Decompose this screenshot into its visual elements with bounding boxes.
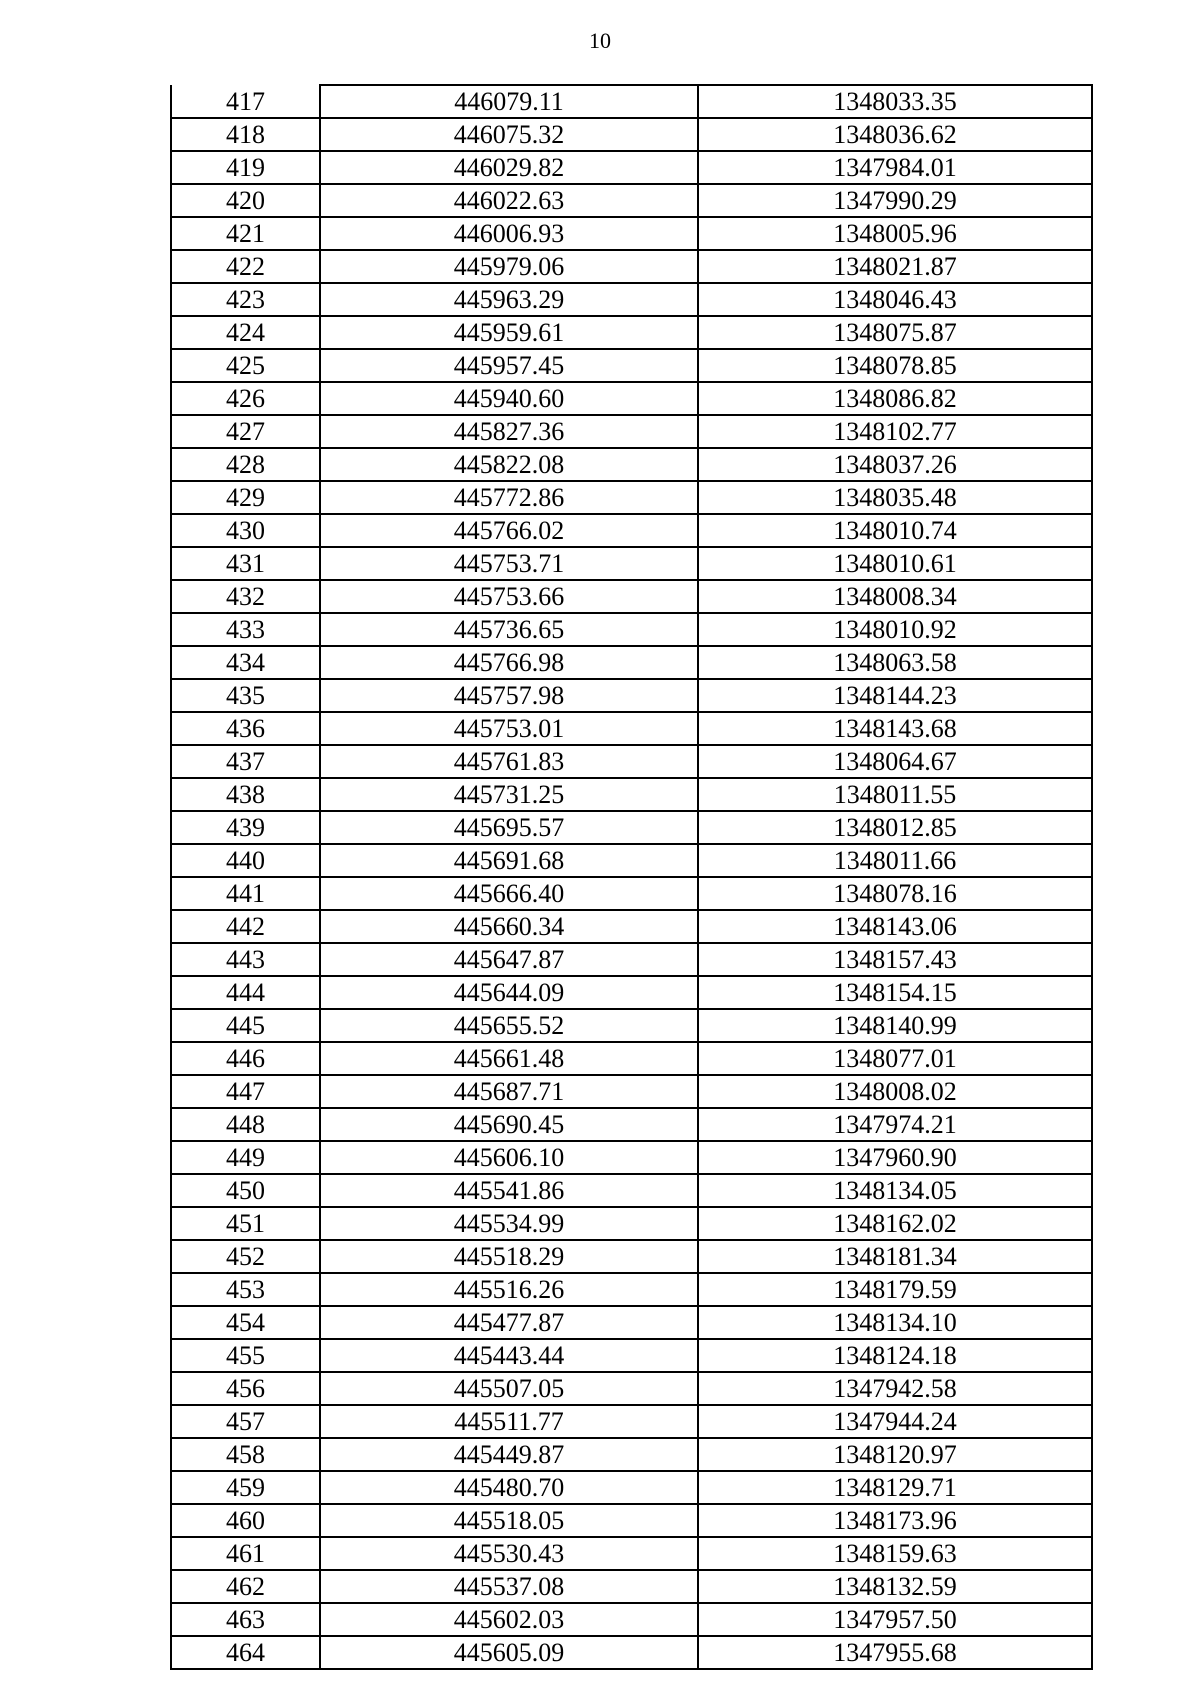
x-coordinate-cell: 445691.68 bbox=[320, 844, 698, 877]
point-number-cell: 430 bbox=[171, 514, 320, 547]
table-row bbox=[171, 514, 1092, 547]
y-coordinate-cell: 1347942.58 bbox=[698, 1372, 1092, 1405]
table-row bbox=[171, 1537, 1092, 1570]
x-coordinate-cell: 445507.05 bbox=[320, 1372, 698, 1405]
table-row bbox=[171, 844, 1092, 877]
x-coordinate-cell: 445605.09 bbox=[320, 1636, 698, 1669]
table-row bbox=[171, 1405, 1092, 1438]
x-coordinate-cell: 445940.60 bbox=[320, 382, 698, 415]
y-coordinate-cell: 1348129.71 bbox=[698, 1471, 1092, 1504]
y-coordinate-cell: 1348134.10 bbox=[698, 1306, 1092, 1339]
table-row bbox=[171, 1075, 1092, 1108]
y-coordinate-cell: 1348143.06 bbox=[698, 910, 1092, 943]
point-number-cell: 446 bbox=[171, 1042, 320, 1075]
point-number-cell: 437 bbox=[171, 745, 320, 778]
x-coordinate-cell: 445647.87 bbox=[320, 943, 698, 976]
x-coordinate-cell: 445661.48 bbox=[320, 1042, 698, 1075]
x-coordinate-cell: 445655.52 bbox=[320, 1009, 698, 1042]
table-row bbox=[171, 811, 1092, 844]
x-coordinate-cell: 445959.61 bbox=[320, 316, 698, 349]
y-coordinate-cell: 1348154.15 bbox=[698, 976, 1092, 1009]
table-row bbox=[171, 778, 1092, 811]
x-coordinate-cell: 445660.34 bbox=[320, 910, 698, 943]
table-row bbox=[171, 1240, 1092, 1273]
point-number-cell: 439 bbox=[171, 811, 320, 844]
point-number-cell: 420 bbox=[171, 184, 320, 217]
y-coordinate-cell: 1347944.24 bbox=[698, 1405, 1092, 1438]
y-coordinate-cell: 1348078.85 bbox=[698, 349, 1092, 382]
y-coordinate-cell: 1348078.16 bbox=[698, 877, 1092, 910]
y-coordinate-cell: 1348144.23 bbox=[698, 679, 1092, 712]
table-row bbox=[171, 1108, 1092, 1141]
x-coordinate-cell: 445534.99 bbox=[320, 1207, 698, 1240]
table-row bbox=[171, 316, 1092, 349]
point-number-cell: 422 bbox=[171, 250, 320, 283]
y-coordinate-cell: 1348159.63 bbox=[698, 1537, 1092, 1570]
x-coordinate-cell: 445695.57 bbox=[320, 811, 698, 844]
point-number-cell: 458 bbox=[171, 1438, 320, 1471]
x-coordinate-cell: 446075.32 bbox=[320, 118, 698, 151]
table-row bbox=[171, 349, 1092, 382]
x-coordinate-cell: 446006.93 bbox=[320, 217, 698, 250]
y-coordinate-cell: 1348140.99 bbox=[698, 1009, 1092, 1042]
y-coordinate-cell: 1348021.87 bbox=[698, 250, 1092, 283]
point-number-cell: 435 bbox=[171, 679, 320, 712]
y-coordinate-cell: 1348077.01 bbox=[698, 1042, 1092, 1075]
table-row bbox=[171, 382, 1092, 415]
table-row bbox=[171, 712, 1092, 745]
x-coordinate-cell: 445772.86 bbox=[320, 481, 698, 514]
y-coordinate-cell: 1348037.26 bbox=[698, 448, 1092, 481]
x-coordinate-cell: 445443.44 bbox=[320, 1339, 698, 1372]
y-coordinate-cell: 1347955.68 bbox=[698, 1636, 1092, 1669]
point-number-cell: 453 bbox=[171, 1273, 320, 1306]
table-row bbox=[171, 547, 1092, 580]
y-coordinate-cell: 1348046.43 bbox=[698, 283, 1092, 316]
table-row bbox=[171, 976, 1092, 1009]
y-coordinate-cell: 1348173.96 bbox=[698, 1504, 1092, 1537]
x-coordinate-cell: 445477.87 bbox=[320, 1306, 698, 1339]
page-number: 10 bbox=[589, 28, 611, 53]
x-coordinate-cell: 445537.08 bbox=[320, 1570, 698, 1603]
y-coordinate-cell: 1348064.67 bbox=[698, 745, 1092, 778]
y-coordinate-cell: 1348143.68 bbox=[698, 712, 1092, 745]
y-coordinate-cell: 1348005.96 bbox=[698, 217, 1092, 250]
x-coordinate-cell: 445687.71 bbox=[320, 1075, 698, 1108]
y-coordinate-cell: 1348086.82 bbox=[698, 382, 1092, 415]
point-number-cell: 419 bbox=[171, 151, 320, 184]
point-number-cell: 461 bbox=[171, 1537, 320, 1570]
y-coordinate-cell: 1348008.02 bbox=[698, 1075, 1092, 1108]
table-row bbox=[171, 646, 1092, 679]
y-coordinate-cell: 1348162.02 bbox=[698, 1207, 1092, 1240]
point-number-cell: 447 bbox=[171, 1075, 320, 1108]
table-row bbox=[171, 85, 1092, 118]
table-row bbox=[171, 1306, 1092, 1339]
table-row bbox=[171, 1339, 1092, 1372]
table-row bbox=[171, 910, 1092, 943]
table-row bbox=[171, 1141, 1092, 1174]
x-coordinate-cell: 445963.29 bbox=[320, 283, 698, 316]
x-coordinate-cell: 446079.11 bbox=[320, 85, 698, 118]
table-row bbox=[171, 877, 1092, 910]
point-number-cell: 427 bbox=[171, 415, 320, 448]
table-row bbox=[171, 1009, 1092, 1042]
point-number-cell: 464 bbox=[171, 1636, 320, 1669]
x-coordinate-cell: 445979.06 bbox=[320, 250, 698, 283]
table-row bbox=[171, 250, 1092, 283]
y-coordinate-cell: 1348036.62 bbox=[698, 118, 1092, 151]
point-number-cell: 429 bbox=[171, 481, 320, 514]
y-coordinate-cell: 1347960.90 bbox=[698, 1141, 1092, 1174]
table-row bbox=[171, 1042, 1092, 1075]
x-coordinate-cell: 445690.45 bbox=[320, 1108, 698, 1141]
point-number-cell: 451 bbox=[171, 1207, 320, 1240]
x-coordinate-cell: 445516.26 bbox=[320, 1273, 698, 1306]
x-coordinate-cell: 445666.40 bbox=[320, 877, 698, 910]
y-coordinate-cell: 1348011.66 bbox=[698, 844, 1092, 877]
y-coordinate-cell: 1348120.97 bbox=[698, 1438, 1092, 1471]
x-coordinate-cell: 445766.98 bbox=[320, 646, 698, 679]
point-number-cell: 425 bbox=[171, 349, 320, 382]
table-row bbox=[171, 613, 1092, 646]
table-row bbox=[171, 118, 1092, 151]
table-row bbox=[171, 448, 1092, 481]
y-coordinate-cell: 1348010.61 bbox=[698, 547, 1092, 580]
point-number-cell: 426 bbox=[171, 382, 320, 415]
x-coordinate-cell: 445541.86 bbox=[320, 1174, 698, 1207]
x-coordinate-cell: 445449.87 bbox=[320, 1438, 698, 1471]
table-row bbox=[171, 481, 1092, 514]
table-row bbox=[171, 151, 1092, 184]
x-coordinate-cell: 445602.03 bbox=[320, 1603, 698, 1636]
table-row bbox=[171, 184, 1092, 217]
y-coordinate-cell: 1348035.48 bbox=[698, 481, 1092, 514]
x-coordinate-cell: 446029.82 bbox=[320, 151, 698, 184]
x-coordinate-cell: 445736.65 bbox=[320, 613, 698, 646]
coordinates-table-body bbox=[171, 85, 1092, 1669]
point-number-cell: 432 bbox=[171, 580, 320, 613]
point-number-cell: 462 bbox=[171, 1570, 320, 1603]
table-row bbox=[171, 745, 1092, 778]
point-number-cell: 441 bbox=[171, 877, 320, 910]
y-coordinate-cell: 1348010.74 bbox=[698, 514, 1092, 547]
point-number-cell: 449 bbox=[171, 1141, 320, 1174]
y-coordinate-cell: 1347990.29 bbox=[698, 184, 1092, 217]
table-row bbox=[171, 1174, 1092, 1207]
point-number-cell: 421 bbox=[171, 217, 320, 250]
x-coordinate-cell: 445757.98 bbox=[320, 679, 698, 712]
table-row bbox=[171, 580, 1092, 613]
y-coordinate-cell: 1348181.34 bbox=[698, 1240, 1092, 1273]
point-number-cell: 459 bbox=[171, 1471, 320, 1504]
x-coordinate-cell: 445731.25 bbox=[320, 778, 698, 811]
y-coordinate-cell: 1348102.77 bbox=[698, 415, 1092, 448]
table-row bbox=[171, 1438, 1092, 1471]
y-coordinate-cell: 1348124.18 bbox=[698, 1339, 1092, 1372]
y-coordinate-cell: 1348157.43 bbox=[698, 943, 1092, 976]
x-coordinate-cell: 445530.43 bbox=[320, 1537, 698, 1570]
x-coordinate-cell: 445753.66 bbox=[320, 580, 698, 613]
table-row bbox=[171, 1504, 1092, 1537]
table-row bbox=[171, 415, 1092, 448]
point-number-cell: 452 bbox=[171, 1240, 320, 1273]
point-number-cell: 455 bbox=[171, 1339, 320, 1372]
y-coordinate-cell: 1348063.58 bbox=[698, 646, 1092, 679]
table-row bbox=[171, 1603, 1092, 1636]
y-coordinate-cell: 1348008.34 bbox=[698, 580, 1092, 613]
table-row bbox=[171, 1636, 1092, 1669]
table-row bbox=[171, 679, 1092, 712]
x-coordinate-cell: 445511.77 bbox=[320, 1405, 698, 1438]
point-number-cell: 463 bbox=[171, 1603, 320, 1636]
y-coordinate-cell: 1347974.21 bbox=[698, 1108, 1092, 1141]
x-coordinate-cell: 445518.05 bbox=[320, 1504, 698, 1537]
y-coordinate-cell: 1348033.35 bbox=[698, 85, 1092, 118]
point-number-cell: 443 bbox=[171, 943, 320, 976]
table-row bbox=[171, 283, 1092, 316]
point-number-cell: 428 bbox=[171, 448, 320, 481]
table-row bbox=[171, 1471, 1092, 1504]
table-row bbox=[171, 943, 1092, 976]
point-number-cell: 440 bbox=[171, 844, 320, 877]
x-coordinate-cell: 445644.09 bbox=[320, 976, 698, 1009]
point-number-cell: 417 bbox=[171, 85, 320, 118]
table-row bbox=[171, 1570, 1092, 1603]
point-number-cell: 418 bbox=[171, 118, 320, 151]
point-number-cell: 456 bbox=[171, 1372, 320, 1405]
x-coordinate-cell: 445822.08 bbox=[320, 448, 698, 481]
point-number-cell: 445 bbox=[171, 1009, 320, 1042]
point-number-cell: 450 bbox=[171, 1174, 320, 1207]
point-number-cell: 448 bbox=[171, 1108, 320, 1141]
x-coordinate-cell: 445753.01 bbox=[320, 712, 698, 745]
x-coordinate-cell: 445753.71 bbox=[320, 547, 698, 580]
point-number-cell: 460 bbox=[171, 1504, 320, 1537]
table-row bbox=[171, 217, 1092, 250]
y-coordinate-cell: 1348075.87 bbox=[698, 316, 1092, 349]
y-coordinate-cell: 1348010.92 bbox=[698, 613, 1092, 646]
x-coordinate-cell: 445606.10 bbox=[320, 1141, 698, 1174]
x-coordinate-cell: 445480.70 bbox=[320, 1471, 698, 1504]
y-coordinate-cell: 1348134.05 bbox=[698, 1174, 1092, 1207]
coordinates-table bbox=[170, 84, 1093, 1670]
x-coordinate-cell: 445761.83 bbox=[320, 745, 698, 778]
point-number-cell: 431 bbox=[171, 547, 320, 580]
point-number-cell: 434 bbox=[171, 646, 320, 679]
point-number-cell: 442 bbox=[171, 910, 320, 943]
x-coordinate-cell: 446022.63 bbox=[320, 184, 698, 217]
point-number-cell: 423 bbox=[171, 283, 320, 316]
point-number-cell: 438 bbox=[171, 778, 320, 811]
y-coordinate-cell: 1347957.50 bbox=[698, 1603, 1092, 1636]
point-number-cell: 444 bbox=[171, 976, 320, 1009]
y-coordinate-cell: 1348179.59 bbox=[698, 1273, 1092, 1306]
point-number-cell: 424 bbox=[171, 316, 320, 349]
x-coordinate-cell: 445518.29 bbox=[320, 1240, 698, 1273]
y-coordinate-cell: 1347984.01 bbox=[698, 151, 1092, 184]
table-row bbox=[171, 1372, 1092, 1405]
x-coordinate-cell: 445827.36 bbox=[320, 415, 698, 448]
y-coordinate-cell: 1348132.59 bbox=[698, 1570, 1092, 1603]
table-row bbox=[171, 1273, 1092, 1306]
x-coordinate-cell: 445766.02 bbox=[320, 514, 698, 547]
point-number-cell: 457 bbox=[171, 1405, 320, 1438]
point-number-cell: 454 bbox=[171, 1306, 320, 1339]
point-number-cell: 436 bbox=[171, 712, 320, 745]
y-coordinate-cell: 1348012.85 bbox=[698, 811, 1092, 844]
point-number-cell: 433 bbox=[171, 613, 320, 646]
x-coordinate-cell: 445957.45 bbox=[320, 349, 698, 382]
table-row bbox=[171, 1207, 1092, 1240]
y-coordinate-cell: 1348011.55 bbox=[698, 778, 1092, 811]
